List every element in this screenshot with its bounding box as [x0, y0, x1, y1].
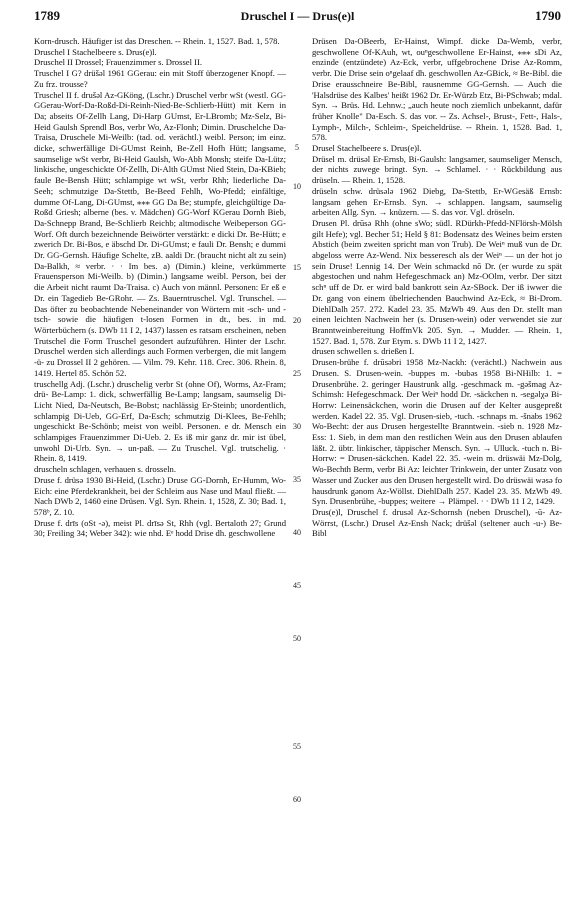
line-number: 60 [293, 795, 301, 804]
entry-paragraph: Drusen Pl. drūsǝ Rhh (ohne sWo; südl. RDürkh-Pfedd-NFlörsh-Mölsh gilt Hefe); vgl. Becher 51; Held § 81: Bodensatz des Weines beim ersten Abstich (beim zweiten spricht man von Trub). De Weiⁿ muß vun de Dr. abgeloss werre Az-Wend. Nix besseresch als der Weiⁿ — un der hot jo sein Druse! Lennig 14. Der Wein schmackd nō Dr. (er wurde zu spät abgestochen und nahm Hefegeschmack an) Mz-OOlm, verbr. Der sitzt schⁿ uff de Dr. er wird bald bankrott sein Az-SBock. Der iß iwwer die Dr. gang von einem übelriechenden Bauchwind Az-Eck, ≈ Bi-Drom. DiehlDalh 257. 272. Kadel 23. 35. MzWb 49. Aus den Dr. stellt man einen leichten Nachwein her (s. Drusen-wein) oder verwendet sie zur Branntweinbereitung HoffmVk 205. Syn. → Mudder. — Rhein. 1, 1527. Bad. 1, 578. Zur Etym. s. DWb 11 I 2, 1427. [312, 217, 562, 346]
entry-paragraph: Druschel II Drossel; Frauenzimmer s. Drossel II. [34, 57, 203, 68]
line-number: 5 [295, 143, 299, 152]
entry-paragraph: drüseln schw. drüsǝlǝ 1962 Diebg, Da-Stettb, Er-WGesäß Ernsb: langsam gehen Er-Ernsb. Syn. → schlappen. langsam, saumselig arbeiten Allg. Syn. → knüzern. — S. das vor. Vgl. dröseln. [312, 185, 562, 218]
line-number: 10 [293, 182, 301, 191]
page-header [34, 8, 561, 30]
line-number: 40 [293, 528, 301, 537]
line-number: 50 [293, 634, 301, 643]
line-number: 25 [293, 369, 301, 378]
entry-paragraph: truschellg Adj. (Lschr.) druschelig verbr St (ohne Of), Worms, Az-Fram; drü- Be-Lamp: 1. dick, schwerfällig Be-Lamp; langsam, saumselig Di-Licht Nied, Da-Neutsch, Be-Bobst; nachlässig Er-Steinb; unordentlich, schlampig Di-Ueb, GG-Erf, Da-Esch; schmutzig Di-Klees, Be-Fehlh; ungeschickt Be-Schönb; meist von weibl. Personen. e dr. Mensch ein schlampiges Frauenzimmer Di-Ueb. 2. Es iß mir ganz dr. mir ist übel, unwohl Di-Urb. Syn. → un-paß. — Zu Truschel. Vgl. trutschelig. · Rhein. 8, 1419. [34, 378, 286, 464]
entry-paragraph: Korn-drusch. Häufiger ist das Dreschen. -- Rhein. 1, 1527. Bad. 1, 578. [34, 36, 280, 46]
line-number: 35 [293, 475, 301, 484]
running-head: Druschel I — Drus(e)l [240, 9, 355, 23]
right-column [312, 36, 562, 539]
line-number: 45 [293, 581, 301, 590]
line-number: 55 [293, 742, 301, 751]
entry-paragraph: Drüsel m. drüsǝl Er-Ernsb, Bi-Gaulsh: langsamer, saumseliger Mensch, der nichts zuwege bringt. Syn. → Schlamel. · · Rückbildung aus drüseln. — Rhein. 1, 1528. [312, 153, 562, 186]
entry-paragraph: Drüsen Da-OBeerb, Er-Hainst, Wimpf. dicke Da-Wemb, verbr, geschwollene Of-KAuh, wt, ouⁿgeschwollene Er-Hainst, ⁎⁎⁎ sDi Az, enzinde (entzündete) Az-Eck, verbr, uffgebrochene Drise Az-Romm, verbr. Die Drise sein oⁿgelaaf dh. geschwollen Az-GBick, ≈ Be-Bibl. die Drise erausschneire Be-Bibl, rausnemme GG-Gernsh. — Auch die 'Halsdrüse des Kalbes' heißt 1962 Dr. Er-Würzb Etz, Bi-PSchwab; mdal. Syn. → Brüs. Hd. Lehnw.; „auch heute noch ziemlich unbekannt, dafür früher Knolle" Da-Esch. S. das vor. -- Zs. Achsel-, Brust-, Fett-, Hals-, Lymph-, Milch-, Schleim-, Speicheldrüse. -- Rhein. 1, 1528. Bad. 1, 578. [312, 36, 562, 143]
entry-paragraph: Truschel II f. drušǝl Az-GKöng, (Lschr.) Druschel verbr wSt (westl. GG-GGerau-Worf-Da-Roßd-Di-Reinh-Nied-Be-Schlierb-Hütt) mit Kern in Da; abseits Of-Zellh Lang, Di-Harp GUmst, Er-LBromb; Mz-Selz, Bi-Heid Gaulsh Sprendl Bos, verbr Wo, Az-Flonh; Dimin. Druschelche Da-Traisa, Druschele Mi-Weilb: (tad. od. verächtl.) weibl. Person; im einz. dicke, schwerfällige Di-GUmst Reinh, Be-Zell Hofh Hütt; langsame, saumselige wSt verbr, Bi-Heid Gaulsh, Wo-Abh Monsh; steife Da-Lütz; linkische, ungeschickte Of-Zellh, Di-Alth GUmst Nied Stein, Da-KBieb; faule Be-Bensh Hütt; schlampige wt wSt, verbr Rhh; liederliche Da-Seeh; schmutzige Da-Stettb, Be-Beed Fehlh, Wo-Pfedd; einfältige, dumme Of-Lang, Di-GUmst, ⁎⁎⁎ GG Da Be; stumpfe, gleichgültige Da-Roßd Griesh; alberne (bes. v. Mädchen) GG-Worf KGerau Dornh Bieb, Da-Schnepp Brand, Be-Schlierb Reichb; altmodische Weibeperson GG-Worf. Oft durch bezeichnende Beiwörter verstärkt: e dicki Dr. Be-Hütt; e zwerich Dr. Bi-Bos, e äbschd Dr. Di-GUmst; e fauli Dr. Bensh; e dummi Dr. GG-Gernsh. Häufige Schelte, zB. aaldi Dr. (braucht nicht alt zu sein) Da-Balkh, ≈ verbr. · · Im bes. a) (Dimin.) kleine, verkümmerte Frauensperson Mi-Weilb. b) (Dimin.) langsame weibl. Person, bei der die Arbeit nicht raumt Da-Traisa. c) Auch von männl. Personen: Er eß e Dr. ein Tagedieb Be-GRohr. — Zs. Bauerntruschel. Vgl. Trunschel. — Das öfter zu beobachtende Nebeneinander von Wörtern mit -sch- und -tsch- sowie die häufigen t-losen Formen in dt., bes. in md. Wörterbüchern (s. DWb 11 I 2, 1437) lassen es ratsam erscheinen, neben Trutschel die Form Truschel gesondert aufzuführen. Hinter der Lschr. Druschel werden sich allerdings auch Formen verbergen, die mit langem -ü- zu Drossel II 2 gehören. — Vilm. 79. Kehr. 118. Crec. 306. Rhein. 8, 1419. Hertel 85. Schön 52. [34, 89, 286, 378]
right-column-number: 1790 [535, 8, 561, 23]
left-column [34, 36, 286, 539]
line-number: 30 [293, 422, 301, 431]
entry-paragraph: Druse f. drüsǝ 1930 Bi-Heid, (Lschr.) Druse GG-Dornh, Er-Humm, Wo-Eich: eine Pferdekrankheit, bei der Schleim aus Nase und Maul fließt. — Nach DWb 2, 1460 eine Drüsen. Vgl. Syn. Rhein. 1, 1528, Z. 30; Bad. 1, 578ᵇ, Z. 10. [34, 474, 286, 517]
entry-paragraph: Druse f. drīs (oSt -ǝ), meist Pl. drīsǝ St, Rhh (vgl. Bertaloth 27; Grund 30; Freiling 34; Weber 342): wie nhd. Eᵉ hodd Drise dh. geschwollene [34, 517, 286, 539]
entry-paragraph: Drusen-brühe f. drūsǝbri 1958 Mz-Nackh: (verächtl.) Nachwein aus Drusen. S. Drusen-wein. -buppes m. -bubǝs 1958 Bi-NHilb: 1. = Drusenbrühe. 2. geringer Haustrunk allg. -geschmack m. -gǝšmag Az-Schimsh: Hefegeschmack. Der Weiⁿ hodd Dr. -säckchen n. -segǝlχǝ Bi-Horrw: Leinensäckchen, worin die Drusen auf der Kelter ausgepreßt werden. Kadel 22. 35. Vgl. Drusen-sieb, -tuch. -schnaps m. -šnabs 1962 Wo-Becht: der aus Drusen hergestellte Branntwein. -sieb n. 1928 Mz-Ess: 1. Sieb, in dem man den restlichen Wein aus den Drusen ablaufen läßt. 2. übtr. linkischer, täppischer Mensch. Syn. → Ulluck. -tuch n. Bi-Horrw: = Drusen-säckchen. Kadel 22. 35. -wein m. drüswäi Mz-Dolg, Wo-Bechth Berm, verbr Bi Az: leichter Trinkwein, der unter Zusatz von Wasser und Zucker aus den Drusen hergestellt wird. Do drüswäi wǝsǝ fo hausdrunk gǝnom Az-Wöllst. DiehlDalh 257. Kadel 23. 35. MzWb 49. Syn. Drusenbrühe, -buppes; weitere → Plämpel. · · DWb 11 I 2, 1429. [312, 357, 562, 507]
entry-paragraph: Druschel I Stachelbeere s. Drus(e)l. [34, 46, 157, 57]
entry-paragraph: Truschel I G? drüšǝl 1961 GGerau: ein mit Stoff überzogener Knopf. — Zu frz. trousse? [34, 68, 286, 89]
entry-paragraph: drusen schwellen s. drießen I. [312, 346, 415, 357]
left-column-number: 1789 [34, 8, 60, 23]
line-number: 20 [293, 316, 301, 325]
entry-paragraph: Drus(e)l, Druschel f. drusǝl Az-Schornsh (neben Druschel), -ū- Az-Wörrst, (Lschr.) Drusel Az-Ensh Nack; drüšǝl (seltener auch -u-) Be-Bibl [312, 506, 562, 539]
entry-paragraph: druscheln schlagen, verhauen s. drosseln. [34, 464, 176, 475]
line-number: 15 [293, 263, 301, 272]
entry-paragraph: Drusel Stachelbeere s. Drus(e)l. [312, 143, 422, 154]
